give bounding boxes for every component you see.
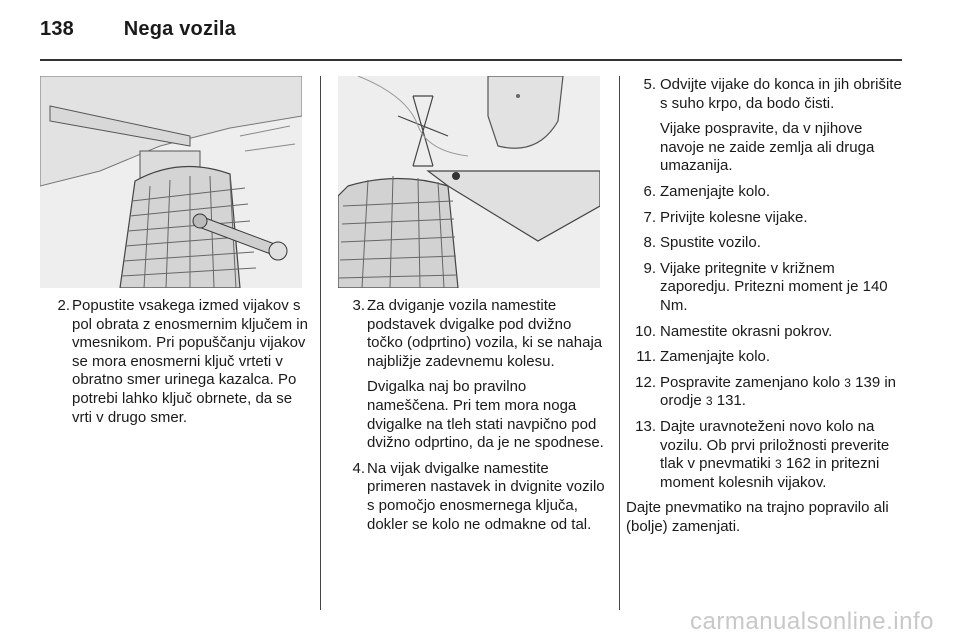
step-text-part: in pritezni moment kolesnih vijakov. [660,455,880,491]
page-ref-arrow-icon: 3 [844,375,851,390]
list-item [341,297,605,453]
column-divider [619,76,620,610]
list-item [626,260,902,316]
page-ref-link[interactable]: 139 [855,373,881,391]
closing-paragraph: Dajte pnevmatiko na trajno popravilo ali (bolje) zamenjati. [626,499,889,535]
page-title: Nega vozila [123,18,237,40]
list-item [626,348,902,367]
step-number: 9. [643,259,656,277]
step-text-part: Dajte uravnoteženi novo kolo na vozilu. Ob prvi priložnosti preverite tlak v pnevmatiki [660,417,890,473]
step-text: Zamenjajte kolo. [660,182,771,200]
step-text: Spustite vozilo. [660,234,761,252]
step-text: Privijte kolesne vijake. [660,208,808,226]
step-text: Na vijak dvigalke namestite primeren nastavek in dvignite vozilo s pomočjo enosmernega ključa, dokler se kolo ne odmakne od tal. [367,459,605,533]
list-item [626,234,902,253]
step-number: 4. [352,459,365,477]
step-number: 11. [636,348,656,366]
column-2 [341,297,605,541]
list-item [626,374,902,411]
page-ref-link[interactable]: 131 [716,392,742,410]
step-text: Zamenjajte kolo. [660,348,771,366]
wheel-bolt-illustration [40,76,302,288]
step-number: 8. [643,234,656,252]
header-rule [40,59,902,61]
page-ref-arrow-icon: 3 [775,457,782,472]
list-item [626,183,902,202]
step-text-part: . [741,392,746,410]
step-number: 12. [635,373,656,391]
column-divider [320,76,321,610]
list-item [626,76,902,176]
step-number: 13. [635,417,656,435]
step-note: Vijake pospravite, da v njihove navoje ne zaide zemlja ali druga umazanija. [660,120,875,175]
step-text-part: Pospravite zamenjano kolo [660,373,841,391]
step-number: 7. [643,208,656,226]
step-note: Dvigalka naj bo pravilno nameščena. Pri tem mora noga dvigalke na tleh stati navpično pod dvižno odprtino, da je ne spodnese. [367,378,604,452]
list-item [626,209,902,228]
step-number: 3. [352,297,365,314]
step-number: 6. [643,182,656,200]
list-item [46,297,308,427]
jack-placement-illustration [338,76,600,288]
step-text [660,374,902,411]
step-text: Namestite okrasni pokrov. [660,322,833,340]
list-item [626,418,902,492]
page-ref-arrow-icon: 3 [705,394,713,409]
watermark: carmanualsonline.info [690,608,934,635]
step-text: Odvijte vijake do konca in jih obrišite s suho krpo, da bodo čisti. [660,76,902,112]
page-number: 138 [40,18,74,40]
step-text: Za dviganje vozila namestite podstavek dvigalke pod dvižno točko (odprtino) vozila, ki se nahaja najbližje zadevnemu kolesu. [367,297,603,370]
step-text: Popustite vsakega izmed vijakov s pol obrata z enosmernim ključem in vmesnikom. Pri popuščanju vijakov se mora enosmerni ključ vrteti v obratno smer urinega kazalca. Po potrebi lahko ključ obrnete, da se vrti v drugo smer. [72,297,308,426]
step-text [660,418,902,492]
step-number: 10. [635,322,656,340]
step-text-part: in orodje [660,373,897,410]
list-item [626,323,902,342]
step-number: 2. [57,297,70,314]
page-header [40,18,236,41]
column-1 [46,297,308,434]
step-text: Vijake pritegnite v križnem zaporedju. Pritezni moment je 140 Nm. [660,259,888,314]
column-3 [626,76,902,536]
list-item [341,460,605,534]
step-number: 5. [643,76,656,93]
page-ref-link[interactable]: 162 [785,455,811,473]
